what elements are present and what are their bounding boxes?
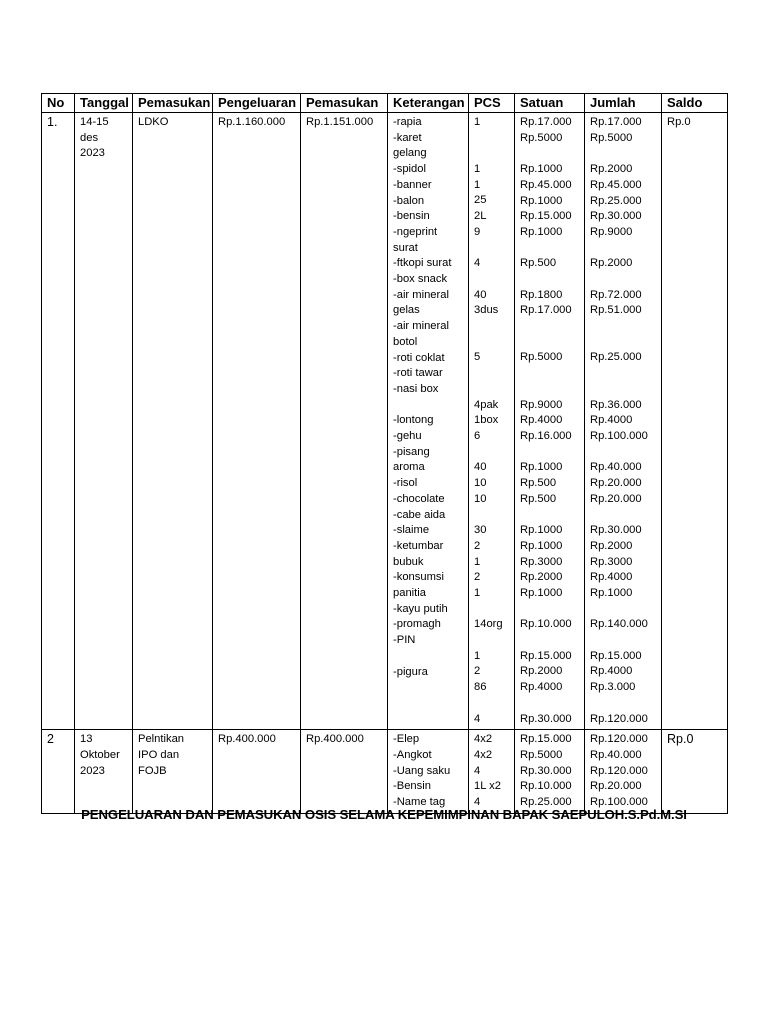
- cell-line: -ketumbar: [393, 539, 444, 552]
- cell-line: -ngeprint: [393, 225, 438, 238]
- cell-line: Rp.72.000: [590, 288, 642, 301]
- cell-line: des: [80, 131, 99, 144]
- cell-line: [590, 696, 661, 712]
- cell-line: -balon: [393, 194, 425, 207]
- cell-line: aroma: [393, 461, 425, 474]
- cell-line: [520, 602, 584, 618]
- cell-pengeluaran: Rp.1.160.000: [213, 113, 301, 730]
- cell-line: Rp.1000: [520, 539, 563, 552]
- cell-line: 2: [474, 571, 481, 584]
- cell-line: Oktober: [80, 749, 120, 762]
- cell-line: 1L x2: [474, 780, 501, 793]
- cell-line: -promagh: [393, 618, 441, 631]
- cell-line: -air mineral: [393, 288, 449, 301]
- cell-line: -chocolate: [393, 492, 445, 505]
- cell-line: [393, 680, 468, 696]
- cell-line: [474, 602, 514, 618]
- cell-line: Rp.17.000: [520, 116, 572, 128]
- table-row: [42, 113, 728, 730]
- cell-line: gelas: [393, 304, 420, 317]
- cell-line: [520, 335, 584, 351]
- cell-line: [590, 602, 661, 618]
- cell-line: -lontong: [393, 414, 434, 427]
- cell-line: [520, 696, 584, 712]
- cell-line: -nasi box: [393, 382, 439, 395]
- cell-line: 10: [474, 492, 487, 505]
- cell-line: Rp.25.000: [590, 351, 642, 364]
- header-keterangan: Keterangan: [388, 94, 469, 113]
- cell-line: [520, 382, 584, 398]
- cell-line: Rp.45.000: [520, 178, 572, 191]
- cell-pemasukan: Rp.400.000: [301, 730, 388, 814]
- cell-pcs: [469, 730, 515, 814]
- cell-line: [520, 445, 584, 461]
- header-pengeluaran: Pengeluaran: [213, 94, 301, 113]
- cell-line: [393, 649, 468, 665]
- cell-line: 2023: [80, 764, 105, 777]
- cell-line: Rp.30.000: [520, 712, 572, 725]
- cell-line: -karet: [393, 131, 422, 144]
- cell-line: Rp.20.000: [590, 492, 642, 505]
- cell-pemasukan-label: [133, 113, 213, 730]
- cell-line: 4: [474, 796, 481, 809]
- table-row: [42, 730, 728, 814]
- cell-line: 25: [474, 194, 487, 207]
- cell-line: [520, 241, 584, 257]
- header-jumlah: Jumlah: [585, 94, 662, 113]
- header-satuan: Satuan: [515, 94, 585, 113]
- cell-line: 1: [474, 163, 481, 176]
- cell-line: 4: [474, 712, 481, 725]
- cell-line: Rp.20.000: [590, 477, 642, 490]
- cell-line: Rp.2000: [520, 571, 563, 584]
- cell-line: 30: [474, 524, 487, 537]
- cell-line: [520, 507, 584, 523]
- cell-line: Rp.1000: [520, 163, 563, 176]
- cell-line: Rp.36.000: [590, 398, 642, 411]
- cell-line: Rp.5000: [520, 351, 563, 364]
- cell-no: 2: [42, 730, 75, 814]
- cell-line: [590, 146, 661, 162]
- header-pemasukan-label: Pemasukan: [133, 94, 213, 113]
- cell-line: Rp.500: [520, 477, 557, 490]
- cell-line: 4x2: [474, 733, 493, 746]
- cell-line: [474, 445, 514, 461]
- cell-pcs: [469, 113, 515, 730]
- cell-line: 86: [474, 681, 487, 694]
- cell-line: Rp.4000: [590, 414, 633, 427]
- cell-line: Rp.500: [520, 492, 557, 505]
- cell-line: [474, 633, 514, 649]
- cell-line: -Bensin: [393, 780, 431, 793]
- cell-line: Rp.100.000: [590, 429, 648, 442]
- cell-tanggal: [75, 730, 133, 814]
- cell-line: Rp.100.000: [590, 796, 648, 809]
- cell-line: Rp.1000: [520, 194, 563, 207]
- cell-line: Rp.4000: [590, 571, 633, 584]
- cell-tanggal: [75, 113, 133, 730]
- cell-line: -pigura: [393, 665, 428, 678]
- cell-saldo: Rp.0: [662, 113, 728, 730]
- header-tanggal: Tanggal: [75, 94, 133, 113]
- cell-line: [474, 319, 514, 335]
- cell-line: -spidol: [393, 163, 426, 176]
- cell-line: [474, 272, 514, 288]
- cell-line: Rp.1000: [520, 524, 563, 537]
- cell-line: 14-15: [80, 116, 109, 128]
- cell-line: [474, 241, 514, 257]
- cell-line: -slaime: [393, 524, 430, 537]
- cell-line: 10: [474, 477, 487, 490]
- cell-line: panitia: [393, 587, 426, 600]
- cell-line: [393, 712, 468, 728]
- cell-jumlah: [585, 730, 662, 814]
- cell-line: [590, 366, 661, 382]
- cell-line: [474, 366, 514, 382]
- cell-line: Pelntikan: [138, 733, 185, 746]
- cell-line: [520, 319, 584, 335]
- cell-line: [474, 131, 514, 147]
- cell-line: -kayu putih: [393, 602, 448, 615]
- cell-line: Rp.2000: [590, 257, 633, 270]
- cell-line: Rp.10.000: [520, 618, 572, 631]
- header-no: No: [42, 94, 75, 113]
- cell-line: Rp.500: [520, 257, 557, 270]
- cell-line: -pisang: [393, 445, 430, 458]
- cell-line: 4pak: [474, 398, 499, 411]
- cell-line: Rp.120.000: [590, 712, 648, 725]
- cell-line: -Elep: [393, 733, 420, 746]
- cell-line: 4: [474, 764, 481, 777]
- cell-line: Rp.5000: [520, 749, 563, 762]
- cell-line: Rp.4000: [520, 681, 563, 694]
- document-title: PENGELUARAN DAN PEMASUKAN OSIS SELAMA KEPEMIMPINAN BAPAK SAEPULOH.S.Pd.M.SI: [81, 807, 687, 822]
- header-pcs: PCS: [469, 94, 515, 113]
- cell-jumlah: [585, 113, 662, 730]
- cell-line: Rp.1000: [520, 586, 563, 599]
- cell-line: FOJB: [138, 764, 167, 777]
- cell-line: Rp.25.000: [520, 796, 572, 809]
- cell-pemasukan: Rp.1.151.000: [301, 113, 388, 730]
- header-saldo: Saldo: [662, 94, 728, 113]
- cell-line: Rp.5000: [520, 131, 563, 144]
- cell-line: -roti coklat: [393, 351, 445, 364]
- cell-line: 9: [474, 225, 481, 238]
- cell-line: [590, 272, 661, 288]
- cell-line: 2: [474, 665, 481, 678]
- cell-line: 1: [474, 649, 481, 662]
- cell-line: [520, 146, 584, 162]
- cell-line: -bensin: [393, 210, 430, 223]
- cell-line: [393, 398, 468, 414]
- cell-line: Rp.15.000: [520, 733, 572, 746]
- cell-line: 40: [474, 461, 487, 474]
- cell-line: 1: [474, 555, 481, 568]
- cell-saldo: Rp.0: [662, 730, 728, 814]
- ledger-table: [41, 93, 728, 814]
- cell-line: Rp.1000: [520, 225, 563, 238]
- cell-line: [474, 507, 514, 523]
- cell-line: Rp.3000: [590, 555, 633, 568]
- cell-line: Rp.16.000: [520, 429, 572, 442]
- cell-line: [590, 335, 661, 351]
- cell-line: Rp.30.000: [590, 210, 642, 223]
- header-row: [42, 94, 728, 113]
- cell-line: 2: [474, 539, 481, 552]
- cell-line: -Angkot: [393, 749, 432, 762]
- cell-line: botol: [393, 335, 418, 348]
- cell-line: -konsumsi: [393, 571, 444, 584]
- cell-line: [590, 445, 661, 461]
- cell-pengeluaran: Rp.400.000: [213, 730, 301, 814]
- cell-line: Rp.15.000: [520, 649, 572, 662]
- cell-line: Rp.45.000: [590, 178, 642, 191]
- cell-line: 6: [474, 429, 481, 442]
- cell-line: bubuk: [393, 555, 424, 568]
- cell-line: -gehu: [393, 430, 422, 443]
- cell-line: LDKO: [138, 116, 169, 128]
- cell-line: Rp.9000: [520, 398, 563, 411]
- cell-line: 1box: [474, 414, 499, 427]
- cell-line: -air mineral: [393, 320, 449, 333]
- cell-line: Rp.17.000: [520, 304, 572, 317]
- cell-line: [520, 366, 584, 382]
- cell-line: -banner: [393, 178, 432, 191]
- cell-line: Rp.4000: [520, 414, 563, 427]
- cell-line: Rp.120.000: [590, 733, 648, 746]
- cell-satuan: [515, 730, 585, 814]
- cell-line: Rp.25.000: [590, 194, 642, 207]
- cell-line: -ftkopi surat: [393, 257, 452, 270]
- cell-no: 1.: [42, 113, 75, 730]
- cell-line: [590, 382, 661, 398]
- cell-line: -risol: [393, 477, 418, 490]
- cell-keterangan: [388, 113, 469, 730]
- cell-satuan: [515, 113, 585, 730]
- cell-line: Rp.15.000: [590, 649, 642, 662]
- cell-line: 40: [474, 288, 487, 301]
- cell-line: Rp.1800: [520, 288, 563, 301]
- cell-line: 2023: [80, 147, 105, 160]
- cell-line: 3dus: [474, 304, 499, 317]
- cell-line: Rp.1000: [520, 461, 563, 474]
- cell-line: Rp.30.000: [520, 764, 572, 777]
- cell-line: -rapia: [393, 116, 422, 128]
- cell-line: Rp.30.000: [590, 524, 642, 537]
- cell-line: [590, 507, 661, 523]
- cell-line: [590, 633, 661, 649]
- cell-pemasukan-label: [133, 730, 213, 814]
- cell-line: IPO dan: [138, 749, 180, 762]
- cell-line: -Uang saku: [393, 764, 451, 777]
- cell-line: 4x2: [474, 749, 493, 762]
- cell-line: -cabe aida: [393, 508, 446, 521]
- cell-keterangan: [388, 730, 469, 814]
- header-pemasukan: Pemasukan: [301, 94, 388, 113]
- cell-line: Rp.40.000: [590, 461, 642, 474]
- cell-line: [520, 633, 584, 649]
- cell-line: Rp.2000: [590, 163, 633, 176]
- cell-line: Rp.9000: [590, 225, 633, 238]
- cell-line: [590, 241, 661, 257]
- cell-line: -Name tag: [393, 796, 446, 809]
- cell-line: Rp.3000: [520, 555, 563, 568]
- cell-line: [520, 272, 584, 288]
- cell-line: 1: [474, 178, 481, 191]
- cell-line: 4: [474, 257, 481, 270]
- cell-line: 13: [80, 733, 93, 746]
- cell-line: Rp.2000: [590, 539, 633, 552]
- cell-line: Rp.3.000: [590, 681, 636, 694]
- cell-line: Rp.51.000: [590, 304, 642, 317]
- cell-line: 1: [474, 116, 481, 128]
- cell-line: Rp.2000: [520, 665, 563, 678]
- cell-line: Rp.20.000: [590, 780, 642, 793]
- cell-line: Rp.5000: [590, 131, 633, 144]
- cell-line: 5: [474, 351, 481, 364]
- cell-line: -roti tawar: [393, 367, 443, 380]
- cell-line: [474, 146, 514, 162]
- cell-line: Rp.120.000: [590, 764, 648, 777]
- cell-line: Rp.140.000: [590, 618, 648, 631]
- cell-line: surat: [393, 241, 418, 254]
- cell-line: Rp.4000: [590, 665, 633, 678]
- cell-line: 14org: [474, 618, 503, 631]
- cell-line: Rp.40.000: [590, 749, 642, 762]
- cell-line: 2L: [474, 210, 487, 223]
- cell-line: [474, 696, 514, 712]
- cell-line: Rp.17.000: [590, 116, 642, 128]
- cell-line: gelang: [393, 147, 427, 160]
- cell-line: [590, 319, 661, 335]
- cell-line: Rp.10.000: [520, 780, 572, 793]
- cell-line: [474, 382, 514, 398]
- cell-line: Rp.15.000: [520, 210, 572, 223]
- cell-line: [474, 335, 514, 351]
- cell-line: [393, 696, 468, 712]
- cell-line: 1: [474, 586, 481, 599]
- cell-line: -box snack: [393, 273, 448, 286]
- cell-line: Rp.1000: [590, 586, 633, 599]
- cell-line: -PIN: [393, 634, 416, 647]
